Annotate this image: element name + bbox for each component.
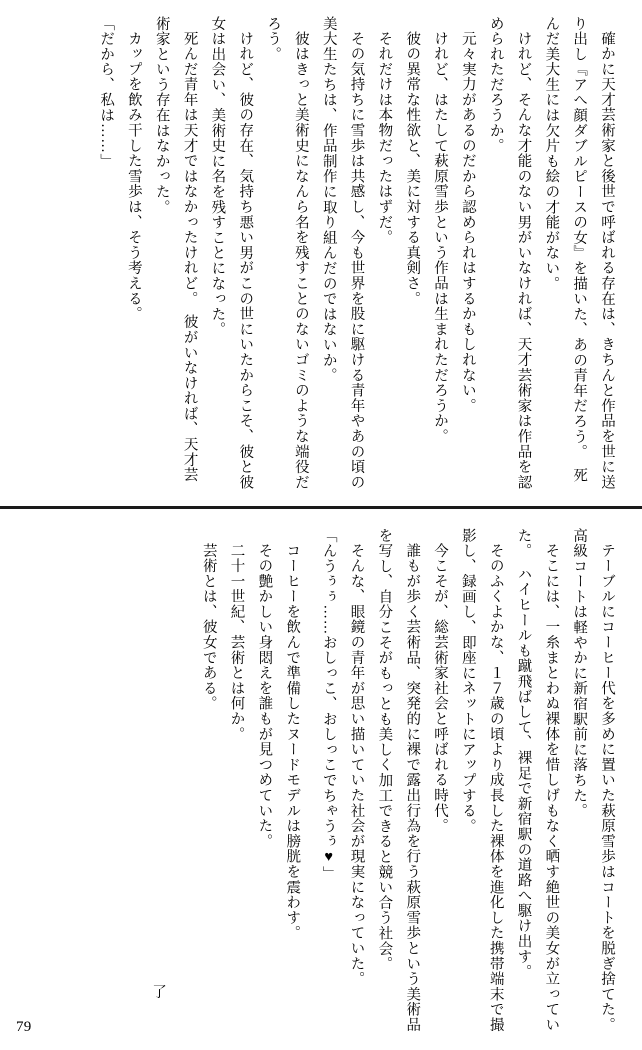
paragraph: そこには、一糸まとわぬ裸体を惜しげもなく晒す絶世の美女が立っていた。 ハイヒールも蹴飛ばして、裸足で新宿駅の道路へ駆け出す。 bbox=[515, 528, 560, 1033]
lower-text-panel bbox=[0, 512, 642, 1050]
paragraph: その気持ちに雪歩は共感し、今も世界を股に駆ける青年やあの頃の美大生たちは、作品制作に取り組んだのではないか。 bbox=[320, 16, 365, 490]
paragraph: 「んうぅぅ……おしっこ、おしっこでちゃうぅ♥」 bbox=[320, 528, 337, 882]
panel-divider bbox=[0, 506, 642, 509]
paragraph: けれど、彼の存在、気持ち悪い男がこの世にいたからこそ、彼と彼女は出会い、美術史に名を残すことになった。 bbox=[209, 16, 254, 490]
upper-panel-text bbox=[22, 16, 620, 495]
upper-text-panel bbox=[0, 0, 642, 505]
paragraph: コーヒーを飲んで準備したヌードモデルは膀胱を震わす。 bbox=[284, 542, 301, 941]
paragraph: テーブルにコーヒー代を多めに置いた萩原雪歩はコートを脱ぎ捨てた。 高級コートは軽やかに新宿駅前に落ちた。 bbox=[571, 528, 615, 1041]
paragraph: けれど、はたして萩原雪歩という作品は生まれただろうか。 bbox=[432, 30, 449, 444]
paragraph: カップを飲み干した雪歩は、そう考える。 bbox=[125, 30, 142, 322]
paragraph: 今こそが、総芸術家社会と呼ばれる時代。 bbox=[432, 542, 449, 834]
paragraph: 「だから、私は……」 bbox=[98, 16, 115, 169]
paragraph: それだけは本物だったはずだ。 bbox=[376, 30, 393, 245]
page-number: 79 bbox=[16, 1019, 32, 1035]
paragraph: 確かに天才芸術家と後世で呼ばれる存在は、きちんと作品を世に送り出し『アへ顔ダブルピースの女』を描いた、あの青年だろう。 死んだ美大生には欠片も絵の才能がない。 bbox=[543, 16, 615, 490]
paragraph: そんな、眼鏡の青年が思い描いていた社会が現実になっていた。 bbox=[348, 542, 365, 987]
end-mark: 了 bbox=[150, 983, 166, 998]
paragraph: 誰もが歩く芸術品、突発的に裸で露出行為を行う萩原雪歩という美術品を写し、自分こそがもっとも美しく加工できると競い合う社会。 bbox=[376, 528, 421, 1033]
paragraph: 元々実力があるのだから認められはするかもしれない。 bbox=[459, 30, 476, 413]
paragraph: 死んだ青年は天才ではなかったけれど。 彼がいなければ、天才芸術家という存在はなかった。 bbox=[153, 16, 198, 483]
paragraph: その艶かしい身悶えを誰もが見つめていた。 bbox=[256, 542, 273, 849]
paragraph: けれど、そんな才能のない男がいなければ、天才芸術家は作品を認められただろうか。 bbox=[487, 16, 532, 490]
paragraph: 彼はきっと美術史になんら名を残すことのないゴミのような端役だろう。 bbox=[265, 16, 309, 490]
paragraph: 芸術とは、彼女である。 bbox=[200, 542, 217, 711]
paragraph: 二十一世紀、芸術とは何か。 bbox=[228, 542, 245, 742]
paragraph: そのふくよかな、１７歳の頃より成長した裸体を進化した携帯端末で撮影し、録画し、即座にネットにアップする。 bbox=[459, 528, 504, 1033]
lower-panel-text bbox=[22, 528, 620, 1040]
paragraph: 彼の異常な性欲と、美に対する真剣さ。 bbox=[404, 30, 421, 306]
